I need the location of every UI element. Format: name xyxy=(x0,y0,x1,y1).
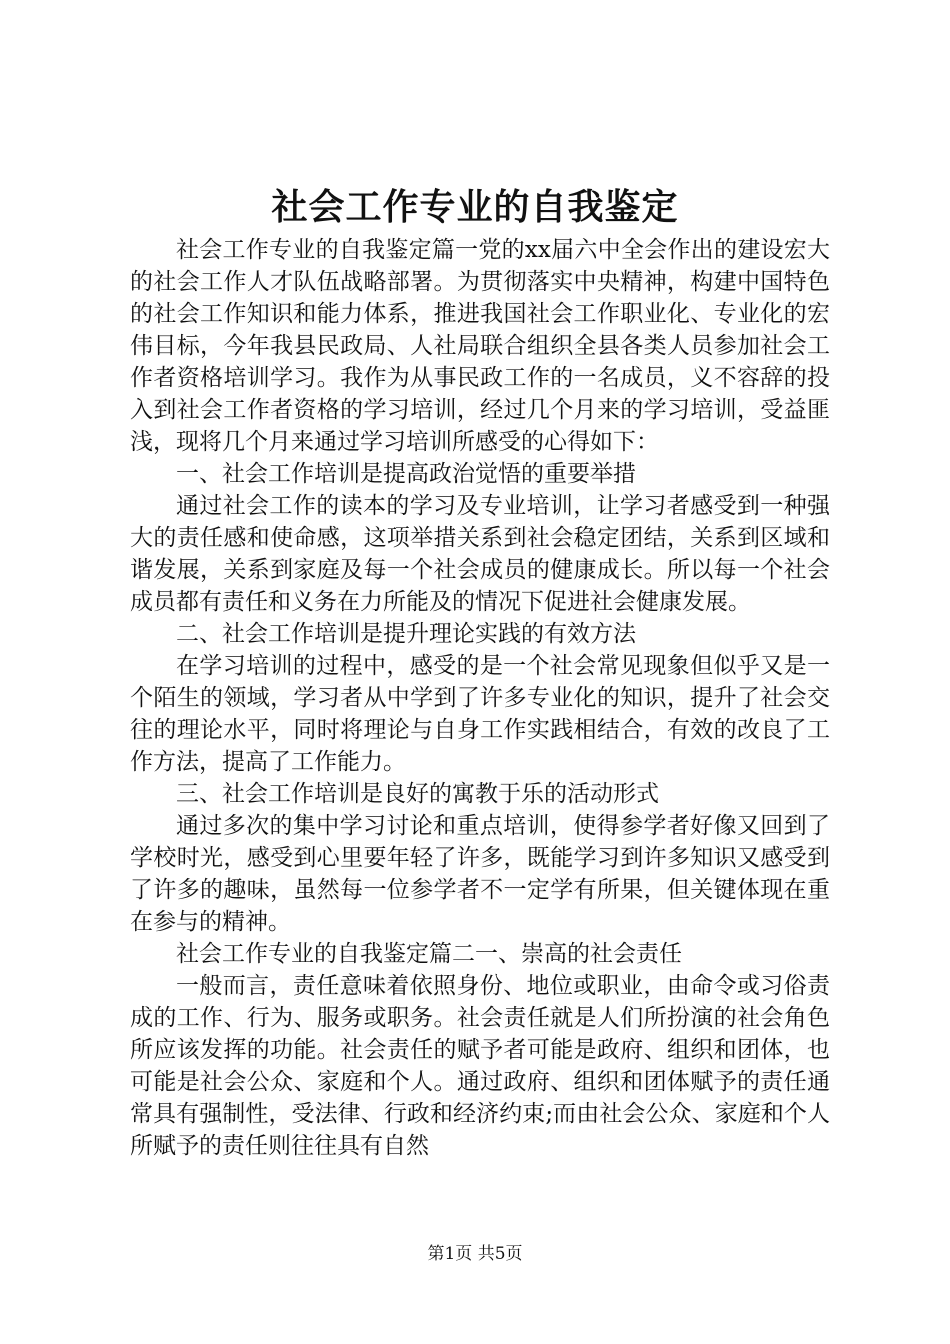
document-title: 社会工作专业的自我鉴定 xyxy=(271,186,679,228)
paragraph-section-1: 通过社会工作的读本的学习及专业培训，让学习者感受到一种强大的责任感和使命感，这项举措关系到社会稳定团结，关系到区域和谐发展，关系到家庭及每一个社会成员的健康成长。所以每一个社会成员都有责任和义务在力所能及的情况下促进社会健康发展。 xyxy=(130,493,830,615)
paragraph-section-3: 通过多次的集中学习讨论和重点培训，使得参学者好像又回到了学校时光，感受到心里要年轻了许多，既能学习到许多知识又感受到了许多的趣味，虽然每一位参学者不一定学有所果，但关键体现在重在参与的精神。 xyxy=(130,813,830,935)
section-heading-3: 三、社会工作培训是良好的寓教于乐的活动形式 xyxy=(176,781,659,807)
section-heading-part-2: 社会工作专业的自我鉴定篇二一、崇高的社会责任 xyxy=(176,941,682,967)
document-body xyxy=(130,234,830,1162)
paragraph-part-2: 一般而言，责任意味着依照身份、地位或职业，由命令或习俗责成的工作、行为、服务或职务。社会责任就是人们所扮演的社会角色所应该发挥的功能。社会责任的赋予者可能是政府、组织和团体，也可能是社会公众、家庭和个人。通过政府、组织和团体赋予的责任通常具有强制性，受法律、行政和经济约束;而由社会公众、家庭和个人所赋予的责任则往往具有自然 xyxy=(130,973,830,1159)
section-heading-1: 一、社会工作培训是提高政治觉悟的重要举措 xyxy=(176,461,636,487)
section-heading-2: 二、社会工作培训是提升理论实践的有效方法 xyxy=(176,621,636,647)
page-number-footer: 第1页 共5页 xyxy=(427,1244,523,1264)
paragraph-section-2: 在学习培训的过程中，感受的是一个社会常见现象但似乎又是一个陌生的领域，学习者从中学到了许多专业化的知识，提升了社会交往的理论水平，同时将理论与自身工作实践相结合，有效的改良了工作方法，提高了工作能力。 xyxy=(130,653,830,775)
paragraph-intro: 社会工作专业的自我鉴定篇一党的xx届六中全会作出的建设宏大的社会工作人才队伍战略部署。为贯彻落实中央精神，构建中国特色的社会工作知识和能力体系，推进我国社会工作职业化、专业化的宏伟目标，今年我县民政局、人社局联合组织全县各类人员参加社会工作者资格培训学习。我作为从事民政工作的一名成员，义不容辞的投入到社会工作者资格的学习培训，经过几个月来的学习培训，受益匪浅，现将几个月来通过学习培训所感受的心得如下： xyxy=(130,237,830,455)
